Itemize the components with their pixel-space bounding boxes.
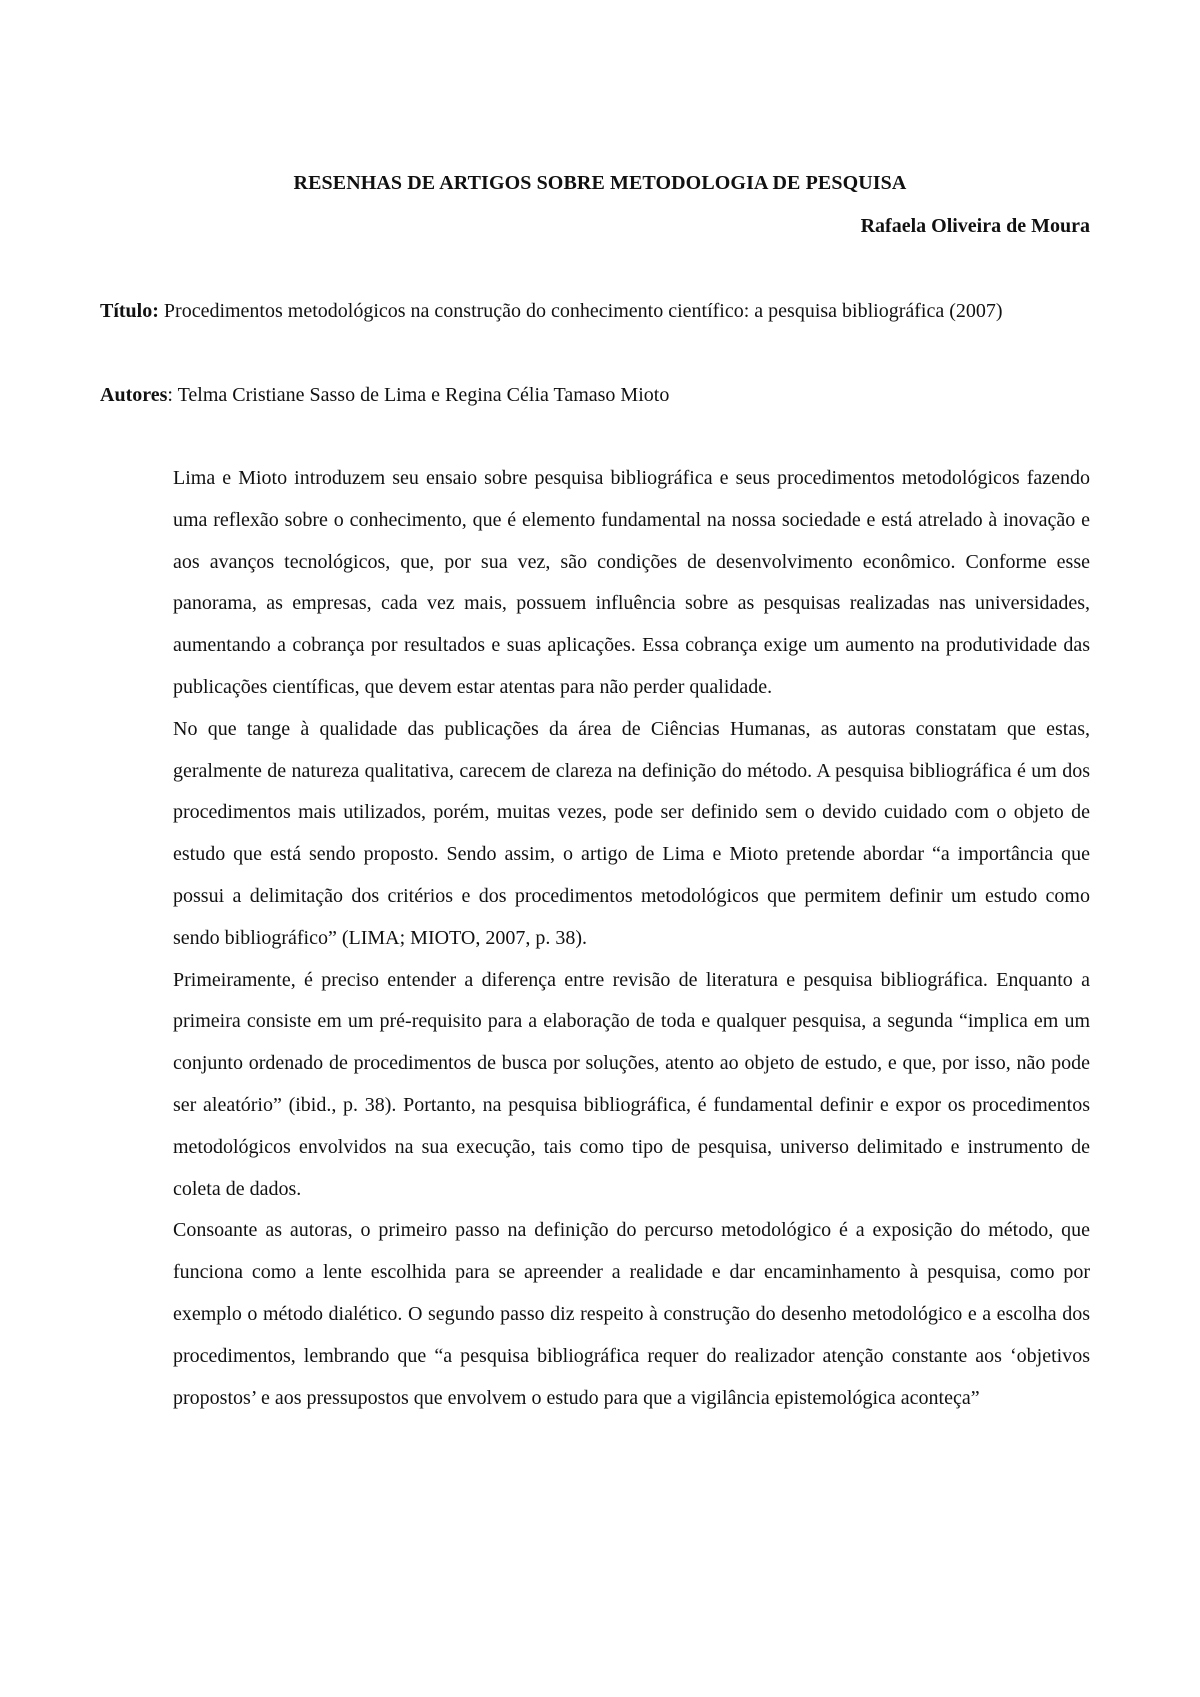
body-paragraph: Lima e Mioto introduzem seu ensaio sobre pesquisa bibliográfica e seus procedimentos metodológicos fazendo uma reflexão sobre o conhecimento, que é elemento fundamental na nossa sociedade e está atrelado à inovação e aos avanços tecnológicos, que, por sua vez, são condições de desenvolvimento econômico. Conforme esse panorama, as empresas, cada vez mais, possuem influência sobre as pesquisas realizadas nas universidades, aumentando a cobrança por resultados e suas aplicações. Essa cobrança exige um aumento na produtividade das publicações científicas, que devem estar atentas para não perder qualidade. <box>173 467 1090 698</box>
authors: : Telma Cristiane Sasso de Lima e Regina Célia Tamaso Mioto <box>167 384 670 406</box>
body-paragraph: Consoante as autoras, o primeiro passo na definição do percurso metodológico é a exposição do método, que funciona como a lente escolhida para se apreender a realidade e dar encaminhamento à pesquisa, como por exemplo o método dialético. O segundo passo diz respeito à construção do desenho metodológico e a escolha dos procedimentos, lembrando que “a pesquisa bibliográfica requer do realizador atenção constante aos ‘objetivos propostos’ e aos pressupostos que envolvem o estudo para que a vigilância epistemológica aconteça” <box>173 1219 1090 1409</box>
reviewer-name: Rafaela Oliveira de Moura <box>860 215 1090 237</box>
authors-label: Autores <box>100 384 168 406</box>
article-title: Procedimentos metodológicos na construção do conhecimento científico: a pesquisa bibliográfica (2007) <box>163 300 1003 322</box>
review-body <box>173 458 1090 1419</box>
document-title: RESENHAS DE ARTIGOS SOBRE METODOLOGIA DE PESQUISA <box>293 172 907 194</box>
article-authors-line <box>100 375 1090 416</box>
body-paragraph: Primeiramente, é preciso entender a diferença entre revisão de literatura e pesquisa bibliográfica. Enquanto a primeira consiste em um pré-requisito para a elaboração de toda e qualquer pesquisa, a segunda “implica em um conjunto ordenado de procedimentos de busca por soluções, atento ao objeto de estudo, e que, por isso, não pode ser aleatório” (ibid., p. 38). Portanto, na pesquisa bibliográfica, é fundamental definir e expor os procedimentos metodológicos envolvidos na sua execução, tais como tipo de pesquisa, universo delimitado e instrumento de coleta de dados. <box>173 968 1090 1200</box>
body-paragraph: No que tange à qualidade das publicações da área de Ciências Humanas, as autoras constatam que estas, geralmente de natureza qualitativa, carecem de clareza na definição do método. A pesquisa bibliográfica é um dos procedimentos mais utilizados, porém, muitas vezes, pode ser definido sem o devido cuidado com o objeto de estudo que está sendo proposto. Sendo assim, o artigo de Lima e Mioto pretende abordar “a importância que possui a delimitação dos critérios e dos procedimentos metodológicos que permitem definir um estudo como sendo bibliográfico” (LIMA; MIOTO, 2007, p. 38). <box>173 717 1090 949</box>
article-title-line <box>100 291 1164 332</box>
article-title-label: Título: <box>100 300 159 322</box>
